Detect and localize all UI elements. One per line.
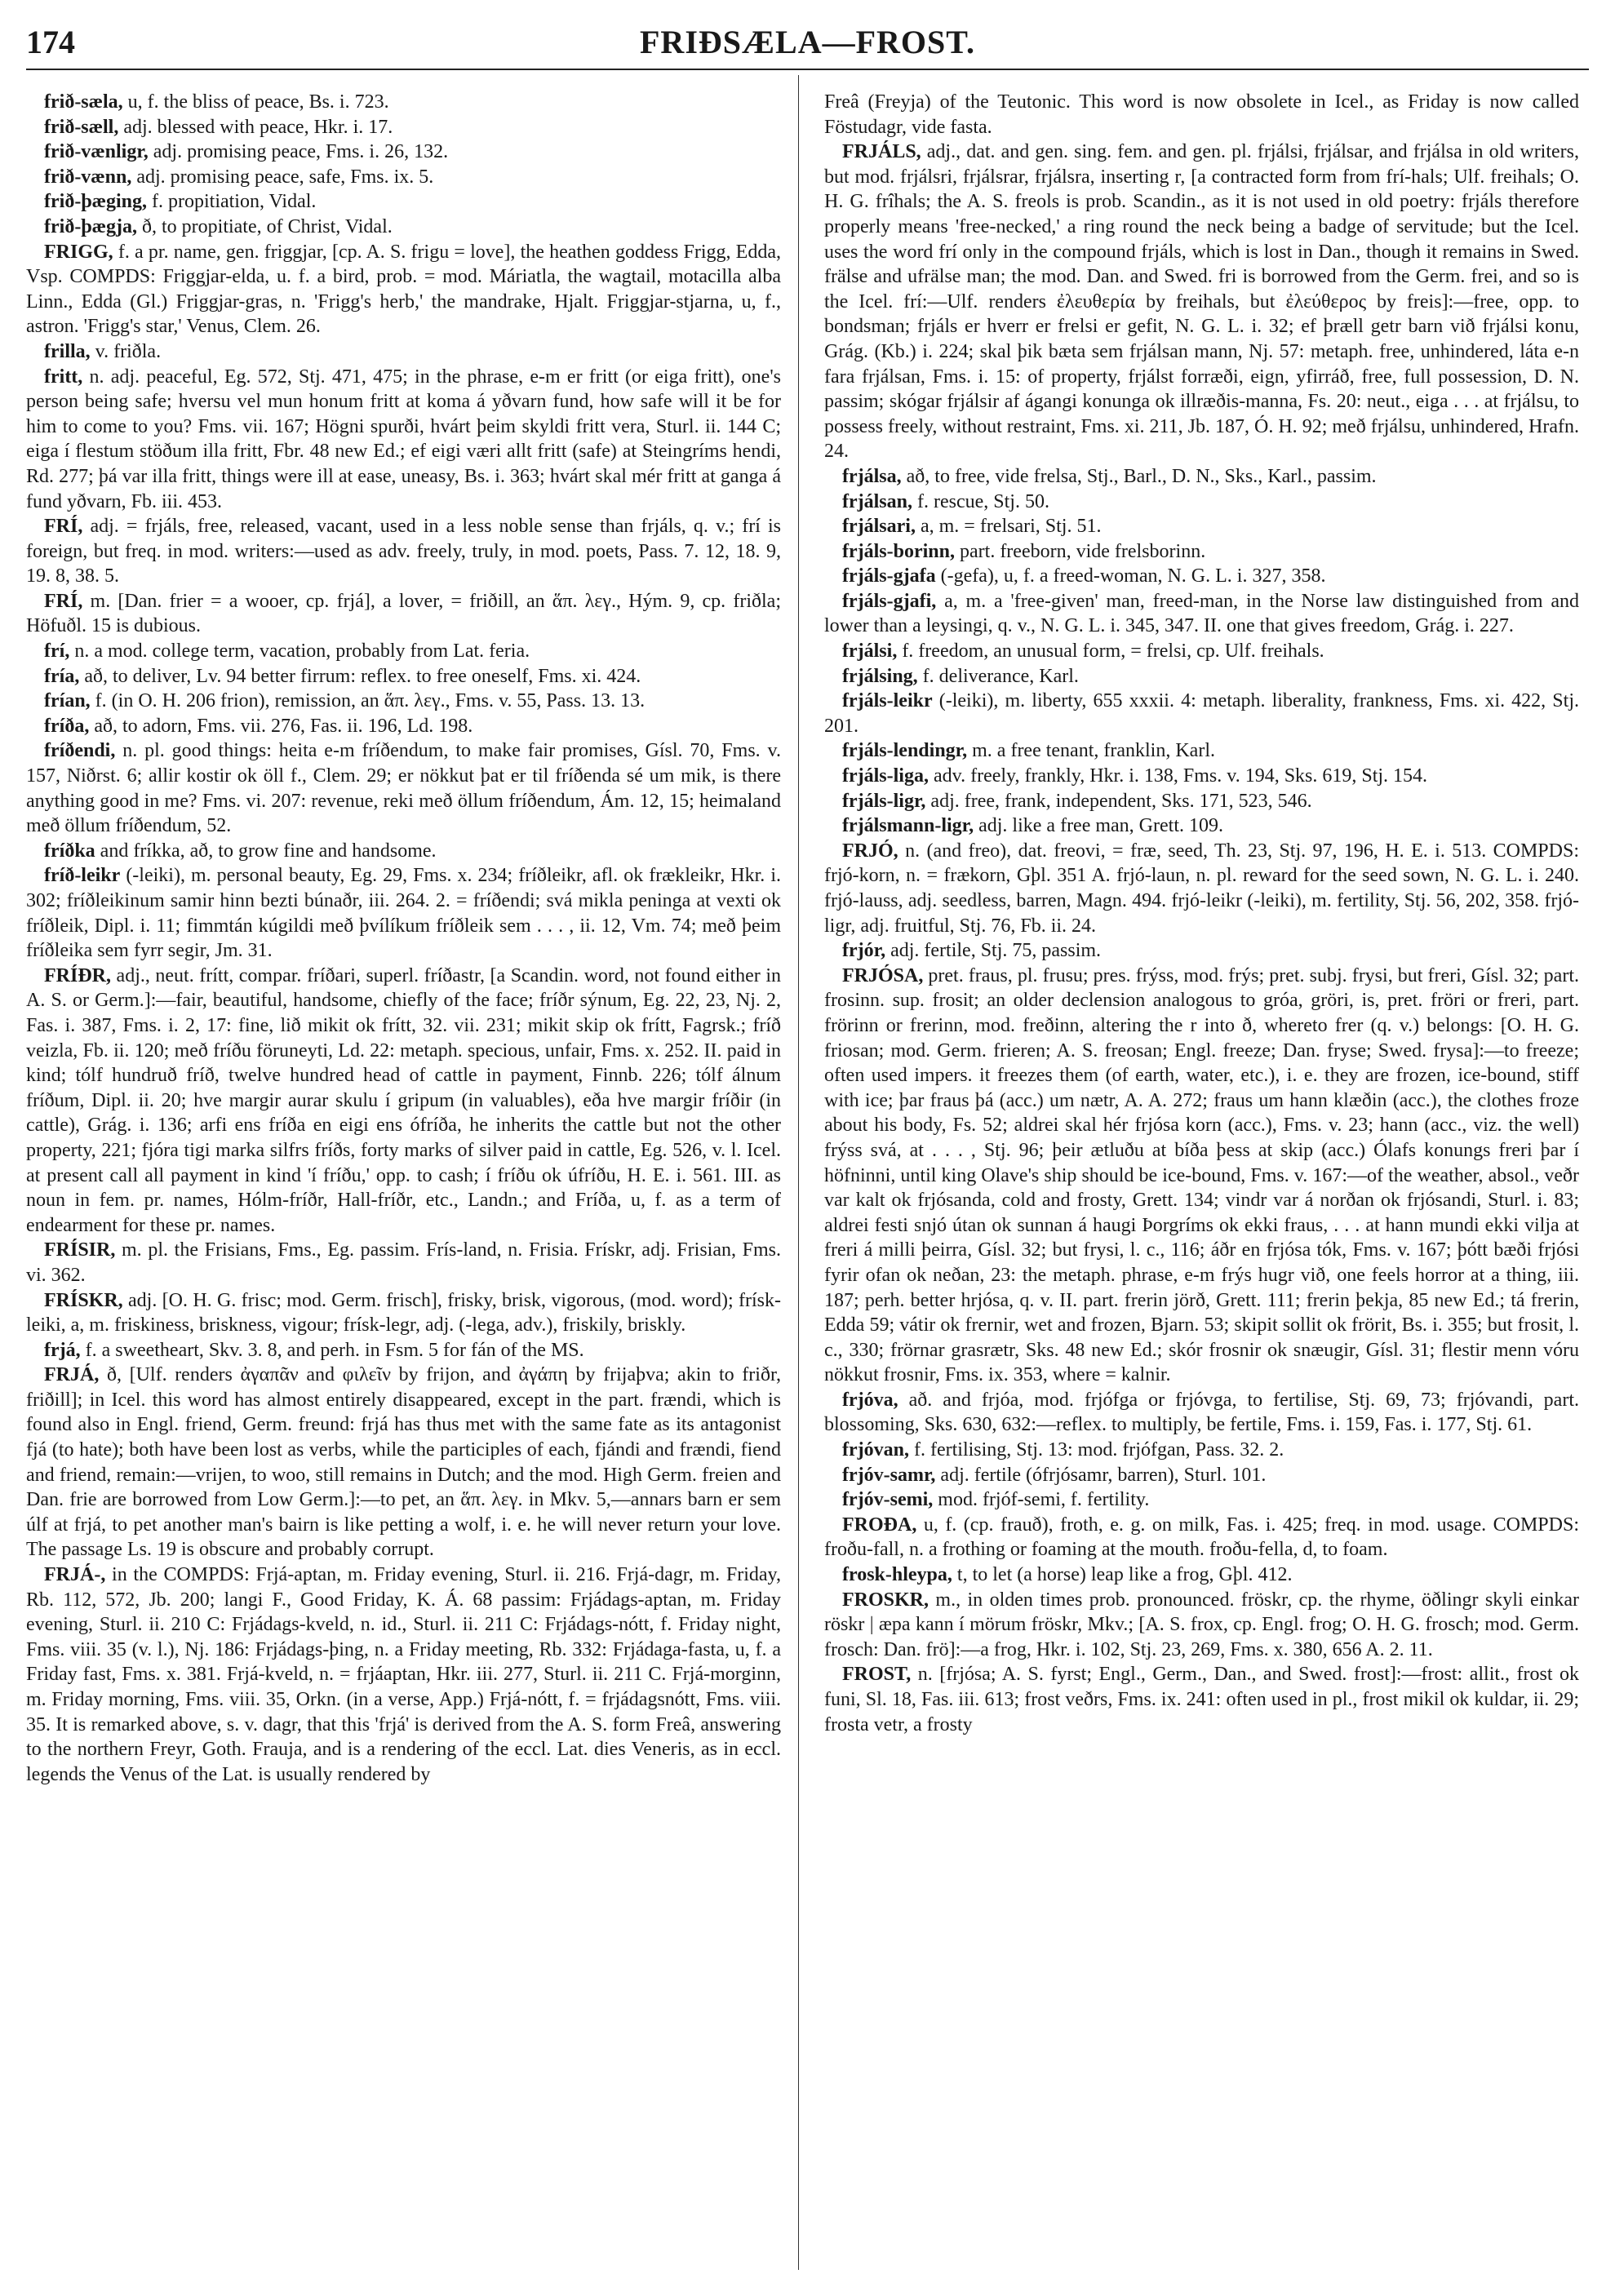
dictionary-entry [26,165,781,190]
entry-definition: u, f. the bliss of peace, Bs. i. 723. [122,91,389,113]
entry-definition: adj. = frjáls, free, released, vacant, used in a less noble sense than frjáls, q. v.; frí is foreign, but freq. in mod. writers:—used as adv. freely, truly, in mod. poets, Pass. 7. 12, 18. 9, 19. 8, 38. 5. [26,516,781,587]
entry-definition: f. a pr. name, gen. friggjar, [cp. A. S. frigu = love], the heathen goddess Frigg, Edda, Vsp. COMPDS: Friggjar-elda, u. f. a bird, prob. = mod. Máriatla, the wagtail, motacilla alba Linn., Edda (Gl.) Friggjar-gras, n. 'Frigg's herb,' the mandrake, Hjalt. Friggjar-stjarna, u, f., astron. 'Frigg's star,' Venus, Clem. 26. [26,241,781,338]
entry-headword: frið-þægja, [44,215,137,237]
entry-definition: f. a sweetheart, Skv. 3. 8, and perh. in Fsm. 5 for fán of the MS. [80,1339,584,1361]
entry-definition: m., in olden times prob. pronounced. fröskr, cp. the rhyme, öðlingr skyli einkar röskr | æpa kann í mörum fröskr, Mkv.; [A. S. frox, cp. Engl. frog; O. H. G. frosch; mod. Germ. frosch: Dan. frö]:—a frog, Hkr. i. 102, Stj. 23, 269, Fms. x. 380, 656 A. 2. 11. [824,1589,1579,1660]
entry-definition: v. friðla. [90,340,162,362]
entry-headword: frí, [44,640,70,663]
entry-headword: FROST, [842,1664,912,1686]
entry-definition: n. [frjósa; A. S. fyrst; Engl., Germ., Dan., and Swed. frost]:—frost: allit., frost ok funi, Sl. 18, Fas. iii. 613; frost veðrs, Fms. ix. 241: often used in pl., frost mikil ok kuldar, ii. 29; frosta vetr, a frosty [824,1664,1579,1735]
dictionary-entry [824,539,1579,565]
dictionary-entry [824,140,1579,464]
entry-headword: fríðka [44,840,95,862]
dictionary-entry [824,1562,1579,1588]
entry-definition: Freâ (Freyja) of the Teutonic. This word is now obsolete in Icel., as Friday is now called Föstudagr, vide fasta. [824,91,1579,138]
header-rule [26,69,1589,70]
entry-definition: (-gefa), u, f. a freed-woman, N. G. L. i. 327, 358. [935,565,1326,587]
dictionary-entry [26,140,781,165]
dictionary-entry [824,1487,1579,1513]
entry-headword: FRJÁ, [44,1364,100,1386]
dictionary-entry [26,589,781,639]
dictionary-entry [824,1388,1579,1438]
running-title: FRIÐSÆLA—FROST. [640,24,975,60]
entry-definition: adj. like a free man, Grett. 109. [974,815,1223,837]
dictionary-entry [26,738,781,838]
dictionary-entry [26,189,781,215]
entry-definition: (-leiki), m. liberty, 655 xxxii. 4: metaph. liberality, frankness, Fms. xi. 422, Stj. 201. [824,690,1579,737]
entry-headword: fríða, [44,715,90,737]
entry-definition: adj. free, frank, independent, Sks. 171, 523, 546. [925,790,1312,812]
dictionary-entry [824,764,1579,789]
entry-headword: FRIGG, [44,241,113,263]
entry-headword: frið-sæla, [44,91,123,113]
entry-definition: að, to deliver, Lv. 94 better firrum: reflex. to free oneself, Fms. xi. 424. [79,665,641,687]
dictionary-entry [26,639,781,664]
left-column [26,90,781,1787]
entry-headword: frjálsa, [842,465,902,487]
entry-definition: f. propitiation, Vidal. [147,191,317,213]
dictionary-entry [26,689,781,714]
entry-headword: frjáls-borinn, [842,540,955,562]
entry-definition: að, to adorn, Fms. vii. 276, Fas. ii. 196, Ld. 198. [89,715,473,737]
entry-definition: ð, to propitiate, of Christ, Vidal. [136,215,393,237]
dictionary-entry [26,1338,781,1363]
entry-definition: f. deliverance, Karl. [917,665,1079,687]
entry-definition: part. freeborn, vide frelsborinn. [955,540,1206,562]
entry-headword: frið-þæging, [44,191,147,213]
dictionary-entry [824,1588,1579,1663]
entry-headword: frjáls-liga, [842,765,929,787]
entry-headword: frjóv-samr, [842,1464,936,1486]
entry-definition: adj. promising peace, Fms. i. 26, 132. [148,141,449,163]
dictionary-entry [824,90,1579,140]
dictionary-entry [824,1438,1579,1463]
dictionary-entry [26,240,781,339]
entry-headword: FRJÁ-, [44,1564,106,1586]
entry-definition: m. a free tenant, franklin, Karl. [967,740,1215,762]
dictionary-entry [26,339,781,365]
dictionary-entry [824,813,1579,839]
entry-headword: frjáls-ligr, [842,790,926,812]
entry-definition: n. a mod. college term, vacation, probably from Lat. feria. [69,640,530,663]
dictionary-entry [824,514,1579,539]
entry-definition: að, to free, vide frelsa, Stj., Barl., D. N., Sks., Karl., passim. [901,465,1377,487]
dictionary-entry [26,1288,781,1338]
entry-headword: FRJÁLS, [842,141,921,163]
dictionary-entry [824,689,1579,738]
entry-headword: frið-vænligr, [44,141,149,163]
entry-definition: t, to let (a horse) leap like a frog, Gþl. 412. [952,1564,1293,1586]
entry-definition: m. [Dan. frier = a wooer, cp. frjá], a lover, = friðill, an ἅπ. λεγ., Hým. 9, cp. friðla; Höfuðl. 15 is dubious. [26,590,781,637]
entry-headword: FROÐA, [842,1514,917,1536]
entry-headword: frían, [44,690,91,712]
page-header [26,23,1589,72]
dictionary-entry [26,1562,781,1787]
entry-definition: adj. fertile (ófrjósamr, barren), Sturl. 101. [935,1464,1267,1486]
entry-headword: frjóva, [842,1389,898,1411]
entry-definition: mod. frjóf-semi, f. fertility. [933,1489,1150,1511]
entry-definition: pret. fraus, pl. frusu; pres. frýss, mod. frýs; pret. subj. frysi, but freri, Gísl. 32; part. frosinn. sup. frosit; an older declension analogous to gróa, gröri, is, pret. fröri or freri, part. frörinn or frerinn, mod. freðinn, altering the r into ð, whereto frer (q. v.) belongs: [O. H. G. friosan; mod. Germ. frieren; A. S. freosan; Engl. freeze; Dan. fryse; Swed. frysa]:—to freeze; often used impers. it freezes them (of earth, water, etc.), i. e. they are frozen, ice-bound, stiff with ice; þar fraus þá (acc.) um nætr, A. A. 272; fraus um hann klæðin (acc.), the clothes froze about his body, Fs. 52; aldrei skal hér frjósa korn (acc.), Fms. v. 23; hann (acc., viz. the well) frýss svá, at . . . , Stj. 96; þeir ætluðu at bíða þess at skip (acc.) Ólafs konungs freri þar í höfninni, until king Olave's ship should be ice-bound, Fms. v. 167:—of the weather, absol., veðr var kalt ok frjósanda, cold and frosty, Grett. 134; vindr var á norðan ok frjósandi, Sturl. i. 83; aldrei festi snjó útan ok sunnan á haugi Þorgríms ok ekki fraus, . . . at hann mundi ekki vilja at freri á milli þeirra, Gísl. 32; but frysi, l. c., 116; áðr en frjósa tók, Fms. v. 167; þótt bæði frjósi fyrir ofan ok neðan, 23: the metaph. phrase, e-m frýs hugr við, one feels horror at a thing, iii. 187; perh. better hrjósa, q. v. II. part. frerin jörð, Grett. 111; frerin þekja, 85 new Ed.; tá frerin, Edda 59; vátir ok frernir, wet and frozen, Bjarn. 53; skipit sollit ok frörit, Bs. i. 355; but frosit, l. c., 330; frörnar grasrætr, Sks. 48 new Ed.; skór frosnir ok snæugir, Gísl. 31; flestir menn vóru nökkut frosnir, Fms. ix. 353, where = kalnir. [824,964,1579,1386]
dictionary-entry [824,738,1579,764]
entry-headword: FRJÓSA, [842,964,924,986]
entry-definition: adj. promising peace, safe, Fms. ix. 5. [131,166,434,188]
entry-definition: f. rescue, Stj. 50. [912,490,1049,512]
entry-definition: and fríkka, að, to grow fine and handsome. [95,840,437,862]
entry-headword: FRJÓ, [842,840,898,862]
entry-definition: n. adj. peaceful, Eg. 572, Stj. 471, 475; in the phrase, e-m er fritt (or eiga fritt), one's person being safe; hversu vel mun honum fritt at koma á yðvarn fund, how safe will it be for him to come to you? Fms. vii. 167; Högni spurði, hvárt þeim skyldi fritt vera, Sturl. ii. 144 C; eiga í flestum stöðum illa fritt, Fbr. 48 new Ed.; ef eigi væri allt fritt (safe) at Steingríms hendi, Rd. 277; þá var illa fritt, things were ill at ease, uneasy, Bs. i. 363; hvárt skal mér fritt at ganga á fund yðvarn, Fb. iii. 453. [26,366,781,512]
entry-definition: að. and frjóa, mod. frjófga or frjóvga, to fertilise, Stj. 69, 73; frjóvandi, part. blossoming, Sks. 630, 632:—reflex. to multiply, be fertile, Fms. i. 159, Fas. i. 177, Stj. 61. [824,1389,1579,1436]
dictionary-entry [26,714,781,739]
entry-definition: n. pl. good things: heita e-m fríðendum, to make fair promises, Gísl. 70, Fms. v. 157, Niðrst. 6; allir kostir ok öll f., Clem. 29; er nökkut þat er til fríðenda sé um mik, is there anything good in me? Fms. vi. 207: revenue, reki með öllum fríðendum, Ám. 12, 15; heimaland með öllum fríðendum, 52. [26,740,781,837]
entry-headword: frjór, [842,940,886,962]
entry-definition: m. pl. the Frisians, Fms., Eg. passim. Frís-land, n. Frisia. Frískr, adj. Frisian, Fms. vi. 362. [26,1239,781,1286]
dictionary-entry [26,365,781,515]
entry-headword: fríðendi, [44,740,116,762]
entry-definition: (-leiki), m. personal beauty, Eg. 29, Fms. x. 234; fríðleikr, afl. ok frækleikr, Hkr. i. 302; fríðleikinum samir hinn bezti búnaðr, iii. 264. 2. = fríðendi; svá mikla peninga at vexti ok fríðleik, Dipl. i. 11; fimmtán kúgildi með þvílíkum fríðleik sem . . . , ii. 12, Vm. 74; með þeim fríðleika sem fyrr segir, Jm. 31. [26,865,781,962]
entry-definition: in the COMPDS: Frjá-aptan, m. Friday evening, Sturl. ii. 216. Frjá-dagr, m. Friday, Rb. 112, 572, Jb. 200; langi F., Good Friday, K. Á. 68 passim: Frjádags-aptan, m. Friday evening, Sturl. ii. 210 C: Frjádags-kveld, n. id., Sturl. ii. 211 C: Frjádags-nótt, f. Friday night, Fms. viii. 35 (v. l.), Nj. 186: Frjádags-þing, n. a Friday meeting, Rb. 332: Frjádaga-fasta, u, f. a Friday fast, Fms. x. 381. Frjá-kveld, n. = frjáaptan, Hkr. iii. 277, Sturl. ii. 211 C. Frjá-morginn, m. Friday morning, Fms. viii. 35, Orkn. (in a verse, App.) Frjá-nótt, f. = frjádagsnótt, Fms. viii. 35. It is remarked above, s. v. dagr, that this 'frjá' is derived from the A. S. form Freâ, answering to the northern Freyr, Goth. Frauja, and is a rendering of the eccl. Lat. dies Veneris, as in eccl. legends the Venus of the Lat. is usually rendered by [26,1564,781,1785]
entry-headword: frosk-hleypa, [842,1564,952,1586]
dictionary-entry [824,639,1579,664]
entry-headword: frjóvan, [842,1439,909,1461]
dictionary-entry [824,1463,1579,1488]
entry-headword: frjálsari, [842,516,916,538]
dictionary-entry [26,90,781,115]
entry-definition: a, m. = frelsari, Stj. 51. [915,516,1102,538]
entry-headword: fritt, [44,366,83,388]
entry-definition: adj. fertile, Stj. 75, passim. [885,940,1102,962]
entry-definition: f. freedom, an unusual form, = frelsi, cp. Ulf. freihals. [897,640,1324,663]
dictionary-entry [824,1513,1579,1562]
entry-definition: adv. freely, frankly, Hkr. i. 138, Fms. v. 194, Sks. 619, Stj. 154. [928,765,1428,787]
entry-headword: frjálsmann-ligr, [842,815,974,837]
dictionary-entry [824,839,1579,938]
page-number: 174 [26,24,75,60]
entry-definition: f. (in O. H. 206 frion), remission, an ἅπ. λεγ., Fms. v. 55, Pass. 13. 13. [90,690,646,712]
dictionary-entry [26,664,781,689]
entry-headword: FRÍSIR, [44,1239,116,1261]
dictionary-entry [824,664,1579,689]
entry-headword: FRÍ, [44,516,83,538]
entry-headword: frjóv-semi, [842,1489,934,1511]
entry-headword: fríð-leikr [44,865,121,887]
dictionary-entry [26,964,781,1239]
dictionary-entry [26,863,781,963]
entry-headword: frjáls-leikr [842,690,933,712]
entry-definition: ð, [Ulf. renders ἀγαπᾶν and φιλεῖν by frijon, and ἀγάπη by frijaþva; akin to friðr, friðill]; in Icel. this word has almost entirely disappeared, except in the part. frændi, which is found also in Engl. friend, Germ. freund: frjá has thus met with the same fate as its antagonist fjá (to hate); both have been lost as verbs, while the participles of each, fjándi and frændi, fiend and friend, remain:—vrijen, to woo, still remains in Dutch; and the mod. High Germ. freien and Dan. frie are borrowed from Low Germ.]:—to pet, an ἅπ. λεγ. in Mkv. 5,—annars barn er sem úlf at frjá, to pet another man's bairn is like petting a wolf, i. e. he will never return your love. The passage Ls. 19 is obscure and probably corrupt. [26,1364,781,1561]
entry-definition: u, f. (cp. frauð), froth, e. g. on milk, Fas. i. 425; freq. in mod. usage. COMPDS: froðu-fall, n. a frothing or foaming at the mouth. froðu-fella, d, to foam. [824,1514,1579,1561]
dictionary-entry [824,964,1579,1388]
entry-headword: frjálsi, [842,640,898,663]
right-column [824,90,1579,1737]
dictionary-entry [824,789,1579,814]
dictionary-entry [26,215,781,240]
entry-headword: frið-sæll, [44,116,119,138]
entry-headword: frjáls-gjafa [842,565,936,587]
entry-headword: frjáls-gjafi, [842,590,937,612]
dictionary-entry [26,115,781,140]
dictionary-entry [824,564,1579,589]
column-divider [798,75,799,2270]
dictionary-entry [824,1662,1579,1737]
entry-headword: FRÍÐR, [44,964,111,986]
entry-headword: frið-vænn, [44,166,132,188]
entry-definition: adj., dat. and gen. sing. fem. and gen. pl. frjálsi, frjálsar, and frjálsa in old writers, but mod. frjálsri, frjálsrar, frjálsra, inserting r, [a contracted form from frí-hals; Ulf. freihals; O. H. G. frîhals; the A. S. freols is prob. Scandin., as it is not used in old poetry: frjáls therefore properly means 'free-necked,' a ring round the neck being a badge of servitude; but the Icel. uses the word frí only in the compound frjáls, which is lost in Dan., though it remains in Swed. frälse and ufrälse man; the mod. Dan. and Swed. fri is borrowed from the Germ. frei, and so is the Icel. frí:—Ulf. renders ἐλευθερία by freihals, but ἐλεύθερος by freis]:—free, opp. to bondsman; frjáls er hverr er frelsi er gefit, N. G. L. i. 32; ef þræll getr barn við frjálsi konu, Grág. (Kb.) i. 224; skal þik bæta sem frjálsan mann, Nj. 57: metaph. free, unhindered, láta e-n fara frjálsan, Fms. i. 15: of property, frjálst forræði, eign, yfirráð, free, full possession, D. N. passim; skógar frjálsir af ágangi konunga ok illræðis-manna, Fs. 20: neut., eiga . . . at frjálsu, to possess freely, without restraint, Fms. xi. 211, Jb. 187, Ó. H. 92; með frjálsu, unhindered, Hrafn. 24. [824,141,1579,463]
entry-headword: FROSKR, [842,1589,930,1611]
entry-headword: fría, [44,665,80,687]
entry-definition: n. (and freo), dat. freovi, = fræ, seed, Th. 23, Stj. 97, 196, H. E. i. 513. COMPDS: frjó-korn, n. = frækorn, Gþl. 351 A. frjó-laun, n. pl. reward for the seed sown, N. G. L. i. 240. frjó-lauss, adj. seedless, barren, Magn. 494. frjó-leikr (-leiki), m. fertility, Stj. 56, 202, 358. frjó-ligr, adj. fruitful, Stj. 76, Fb. ii. 24. [824,840,1579,937]
dictionary-entry [824,938,1579,964]
entry-headword: frjáls-lendingr, [842,740,968,762]
entry-definition: adj. blessed with peace, Hkr. i. 17. [118,116,393,138]
dictionary-entry [824,464,1579,490]
entry-definition: a, m. a 'free-given' man, freed-man, in the Norse law distinguished from and lower than a leysingi, q. v., N. G. L. i. 345, 347. II. one that gives freedom, Grág. i. 227. [824,590,1579,637]
dictionary-entry [26,839,781,864]
dictionary-entry [824,490,1579,515]
dictionary-entry [26,1363,781,1562]
dictionary-entry [26,514,781,589]
dictionary-entry [26,1238,781,1288]
entry-headword: FRÍ, [44,590,83,612]
entry-definition: adj. [O. H. G. frisc; mod. Germ. frisch], frisky, brisk, vigorous, (mod. word); frísk-leiki, a, m. friskiness, briskness, vigour; frísk-legr, adj. (-lega, adv.), friskily, briskly. [26,1289,781,1336]
entry-headword: frilla, [44,340,91,362]
entry-definition: f. fertilising, Stj. 13: mod. frjófgan, Pass. 32. 2. [908,1439,1284,1461]
entry-headword: frjá, [44,1339,81,1361]
entry-definition: adj., neut. frítt, compar. fríðari, superl. fríðastr, [a Scandin. word, not found either in A. S. or Germ.]:—fair, beautiful, handsome, chiefly of the face; fríðr sýnum, Eg. 22, 23, Nj. 2, Fas. i. 387, Fms. i. 2, 17: fine, lið mikit ok frítt, 32. vii. 231; mikit skip ok frítt, Fagrsk.; fríð veizla, Fb. ii. 120; með fríðu föruneyti, Ld. 22: metaph. specious, unfair, Fms. x. 252. II. paid in kind; tólf hundruð fríð, twelve hundred head of cattle in payment, Finnb. 226; tólf álnum fríðum, Dipl. ii. 20; hve margir aurar skulu í gripum (in valuables), eða hve margir fríðir (in cattle), Grág. i. 136; arfi ens fríða en eigi ens ófríða, he inherits the cattle but not the other property, 221; fjóra tigi marka silfrs fríðs, forty marks of silver paid in cattle, Eg. 526, v. l. Icel. at present call all payment in kind 'í fríðu,' opp. to cash; í fríðu ok úfríðu, H. E. i. 561. III. as noun in fem. pr. names, Hólm-fríðr, Hall-fríðr, etc., Landn.; and Fríða, u, f. as a term of endearment for these pr. names. [26,964,781,1236]
dictionary-entry [824,589,1579,639]
entry-headword: FRÍSKR, [44,1289,123,1311]
entry-headword: frjálsing, [842,665,918,687]
entry-headword: frjálsan, [842,490,912,512]
